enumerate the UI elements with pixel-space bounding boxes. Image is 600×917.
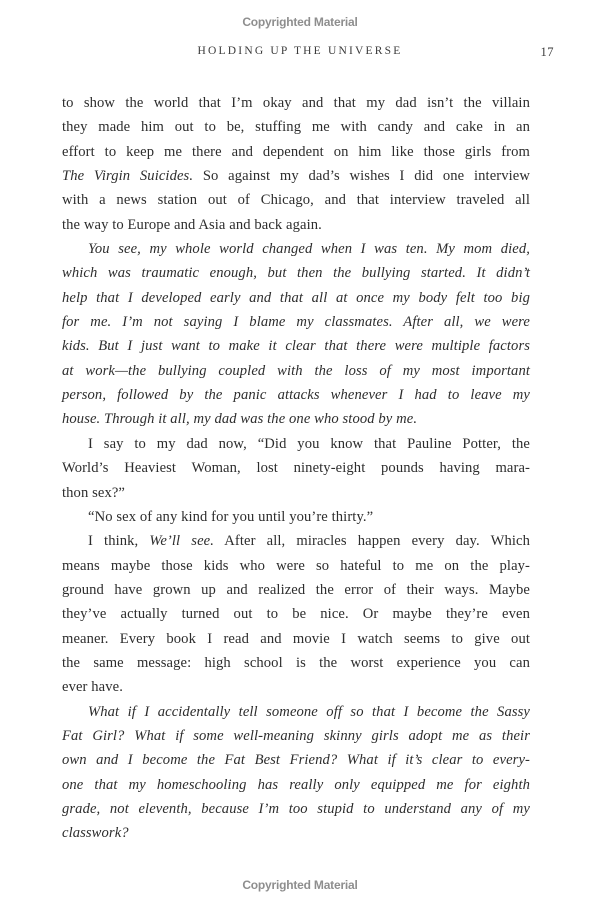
- text-line: [62, 359, 530, 383]
- text-run: person, followed by the panic attacks whenever I had to leave my: [62, 387, 530, 404]
- text-run: I say to my dad now, “Did you know that Pauline Potter, the: [88, 435, 530, 452]
- text-run: classwork?: [62, 825, 129, 842]
- text-line: [62, 140, 530, 164]
- text-run: ground have grown up and realized the error of their ways. Maybe: [62, 581, 530, 598]
- running-header: [0, 45, 600, 61]
- text-run: thon sex?”: [62, 484, 126, 501]
- text-run: kids. But I just want to make it clear that there were multiple factors: [62, 338, 530, 355]
- text-line: [62, 286, 530, 310]
- text-run: house. Through it all, my dad was the one who stood by me.: [62, 411, 418, 428]
- text-run: “No sex of any kind for you until you’re thirty.”: [88, 508, 374, 525]
- text-line: [62, 213, 530, 237]
- page-number: 17: [540, 45, 554, 59]
- copyright-notice-top: Copyrighted Material: [242, 15, 358, 29]
- text-line: [62, 724, 530, 748]
- text-line: [62, 334, 530, 358]
- text-line: [62, 602, 530, 626]
- text-line: [62, 115, 530, 139]
- text-run: with a news station out of Chicago, and that interview traveled all: [62, 192, 530, 209]
- running-head-title: HOLDING UP THE UNIVERSE: [197, 45, 403, 57]
- text-line: [62, 821, 530, 845]
- text-line: [62, 675, 530, 699]
- text-line: [62, 164, 530, 188]
- text-line: [62, 773, 530, 797]
- italic-text-run: We’ll see.: [149, 533, 214, 550]
- text-run: What if I accidentally tell someone off so that I become the Sassy: [88, 703, 530, 720]
- text-run: the way to Europe and Asia and back again.: [62, 216, 322, 233]
- text-run: meaner. Every book I read and movie I watch seems to give out: [62, 630, 530, 647]
- text-run: World’s Heaviest Woman, lost ninety-eight pounds having mara-: [62, 460, 530, 477]
- text-run: You see, my whole world changed when I was ten. My mom died,: [88, 241, 530, 258]
- text-line: [62, 700, 530, 724]
- text-line: [62, 237, 530, 261]
- text-line: [62, 529, 530, 553]
- text-run: help that I developed early and that all at once my body felt too big: [62, 289, 530, 306]
- text-run: After all, miracles happen every day. Which: [213, 533, 530, 550]
- text-line: [62, 554, 530, 578]
- text-line: [62, 456, 530, 480]
- text-line: [62, 797, 530, 821]
- text-line: [62, 578, 530, 602]
- text-run: one that my homeschooling has really only equipped me for eighth: [62, 776, 530, 793]
- text-line: [62, 432, 530, 456]
- text-line: [62, 748, 530, 772]
- text-run: own and I become the Fat Best Friend? What if it’s clear to every-: [62, 752, 530, 769]
- text-line: [62, 651, 530, 675]
- italic-text-run: The Virgin Suicides.: [62, 168, 194, 185]
- text-run: they’ve actually turned out to be nice. Or maybe they’re even: [62, 606, 530, 623]
- text-run: means maybe those kids who were so hateful to me on the play-: [62, 557, 530, 574]
- text-run: for me. I’m not saying I blame my classmates. After all, we were: [62, 314, 530, 331]
- text-line: [62, 627, 530, 651]
- text-run: grade, not eleventh, because I’m too stupid to understand any of my: [62, 800, 530, 817]
- text-run: to show the world that I’m okay and that my dad isn’t the villain: [62, 95, 530, 111]
- text-line: [62, 383, 530, 407]
- text-run: I think,: [88, 533, 150, 550]
- text-run: the same message: high school is the worst experience you can: [62, 654, 530, 671]
- text-line: [62, 310, 530, 334]
- body-text: [62, 91, 530, 846]
- text-run: they made him out to be, stuffing me with candy and cake in an: [62, 119, 530, 136]
- text-run: ever have.: [62, 679, 123, 696]
- text-run: So against my dad’s wishes I did one interview: [193, 168, 530, 185]
- text-line: [62, 261, 530, 285]
- text-line: [62, 481, 530, 505]
- text-run: at work—the bullying coupled with the loss of my most important: [62, 362, 530, 379]
- text-line: [62, 188, 530, 212]
- text-run: Fat Girl? What if some well-meaning skinny girls adopt me as their: [62, 727, 530, 744]
- text-line: [62, 505, 530, 529]
- text-run: which was traumatic enough, but then the bullying started. It didn’t: [62, 265, 530, 282]
- copyright-notice-bottom: Copyrighted Material: [242, 878, 358, 892]
- text-line: [62, 91, 530, 115]
- text-run: effort to keep me there and dependent on him like those girls from: [62, 143, 530, 160]
- text-line: [62, 407, 530, 431]
